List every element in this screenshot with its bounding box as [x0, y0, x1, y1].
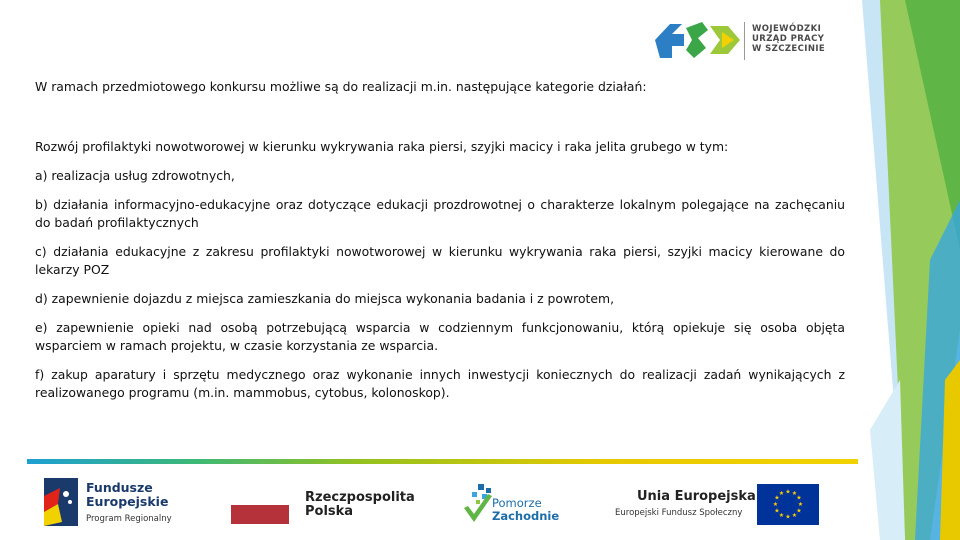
pz-logo-text [492, 497, 559, 523]
svg-text:★: ★ [791, 512, 798, 519]
list-item: b) działania informacyjno-edukacyjne oraz dotyczące edukacji prozdrowotnej o charakterze lokalnym polegające na zachęcaniu do badań profilaktycznych [35, 197, 845, 230]
wup-emblem-icon [650, 18, 748, 64]
pz-line-2: Zachodnie [492, 509, 560, 523]
list-item: f) zakup aparatury i sprzętu medycznego oraz wykonanie innych inwestycji koniecznych do realizacji zadań wynikających z realizowanego programu (m.in. mammobus, cytobus, kolonoskop). [35, 367, 845, 400]
svg-text:★: ★ [796, 507, 802, 515]
wup-line-3: W SZCZECINIE [752, 44, 826, 54]
svg-text:★: ★ [785, 513, 791, 521]
eu-flag-icon [757, 484, 819, 525]
fundusze-europejskie-icon [44, 478, 78, 526]
svg-text:★: ★ [791, 490, 798, 497]
svg-text:★: ★ [774, 494, 780, 502]
rp-line-2: Polska [305, 504, 354, 519]
list-item: a) realizacja usług zdrowotnych, [35, 168, 235, 183]
fe-subtitle: Program Regionalny [86, 514, 172, 524]
ue-logo-subtitle: Europejski Fundusz Społeczny [615, 508, 743, 518]
svg-text:★: ★ [774, 507, 780, 515]
category-list [35, 167, 845, 413]
svg-text:★: ★ [797, 501, 804, 508]
wup-line-1: WOJEWÓDZKI [752, 24, 822, 34]
fe-line-2: Europejskie [86, 493, 169, 509]
fe-line-1: Fundusze [86, 480, 153, 495]
pomorze-zachodnie-icon [462, 482, 494, 526]
fe-logo-text [86, 481, 168, 508]
intro-text: W ramach przedmiotowego konkursu możliwe są do realizacji m.in. następujące kategorie działań: [35, 79, 647, 94]
svg-text:★: ★ [778, 512, 785, 519]
section-heading: Rozwój profilaktyki nowotworowej w kierunku wykrywania raka piersi, szyjki macicy i raka jelita grubego w tym: [35, 139, 729, 154]
rp-line-1: Rzeczpospolita [305, 490, 415, 505]
pz-line-1: Pomorze [492, 496, 542, 510]
list-item: e) zapewnienie opieki nad osobą potrzebującą wsparcia w codziennym funkcjonowaniu, którą opiekuje się osoba objęta wsparciem w ramach projektu, w czasie korzystania ze wsparcia. [35, 320, 845, 353]
polish-flag-icon [231, 486, 289, 524]
svg-text:★: ★ [778, 490, 785, 497]
wup-logo [650, 18, 830, 64]
list-item: d) zapewnienie dojazdu z miejsca zamieszkania do miejsca wykonania badania i z powrotem, [35, 291, 615, 306]
svg-text:★: ★ [772, 501, 779, 508]
svg-text:★: ★ [796, 494, 802, 502]
list-item: c) działania edukacyjne z zakresu profilaktyki nowotworowej w kierunku wykrywania raka piersi, szyjki macicy kierowane do lekarzy POZ [35, 244, 845, 277]
ue-logo-title: Unia Europejska [637, 489, 756, 504]
footer-divider [27, 459, 858, 464]
svg-text:★: ★ [785, 488, 791, 496]
rp-logo-text [305, 491, 415, 519]
wup-line-2: URZĄD PRACY [752, 34, 825, 44]
wup-logo-text [752, 24, 825, 54]
